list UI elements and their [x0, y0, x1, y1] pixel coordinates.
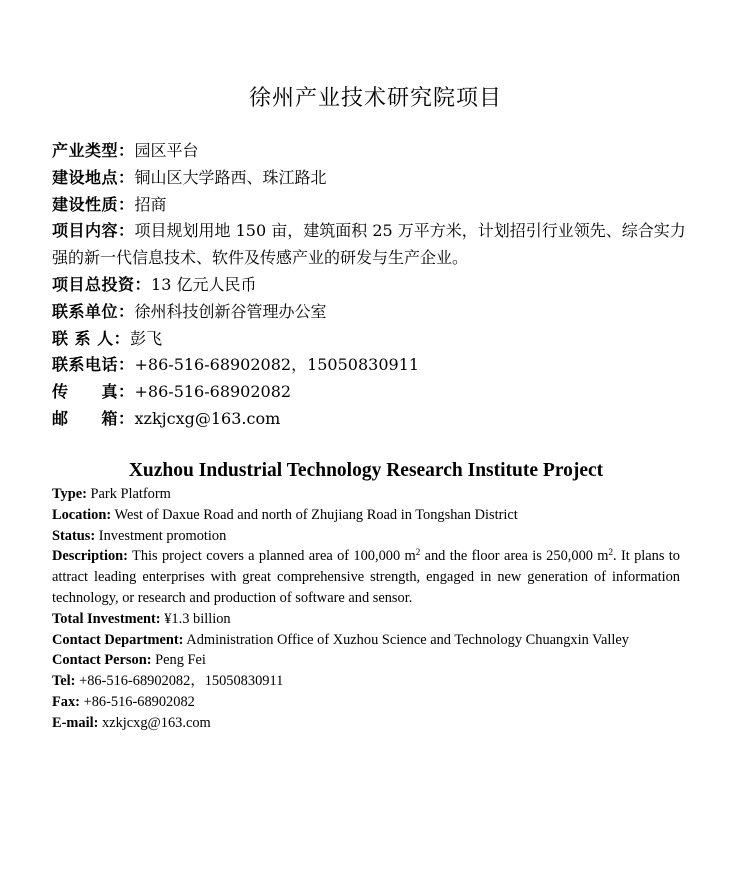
cn-person-label: 联 系 人：	[52, 328, 131, 348]
cn-desc-label: 项目内容：	[52, 221, 135, 241]
en-location-label: Location:	[52, 506, 112, 523]
cn-type-value: 园区平台	[134, 141, 199, 160]
cn-email-row	[52, 406, 692, 433]
en-status-row	[52, 526, 680, 547]
en-investment-label: Total Investment:	[52, 610, 161, 627]
en-desc-sup2: 2	[608, 547, 613, 558]
cn-fax-label: 传 真：	[52, 382, 135, 402]
cn-status-value: 招商	[134, 194, 167, 214]
cn-status-label: 建设性质：	[52, 194, 135, 214]
en-desc-part2: and the floor area is 250,000 m	[420, 548, 609, 565]
cn-dept-label: 联系单位：	[52, 301, 135, 321]
en-tel-label: Tel:	[52, 673, 76, 690]
en-project-details	[52, 484, 680, 734]
cn-type-row	[52, 138, 692, 165]
cn-desc-row	[52, 218, 692, 272]
cn-investment-row	[52, 272, 692, 299]
en-person-label: Contact Person:	[52, 652, 152, 669]
cn-location-row	[52, 165, 692, 192]
en-type-value: Park Platform	[90, 486, 171, 502]
en-location-row	[52, 505, 680, 526]
en-investment-value: ¥1.3 billion	[164, 610, 231, 627]
en-person-row	[52, 650, 680, 671]
cn-person-value: 彭飞	[130, 328, 163, 348]
en-email-label: E-mail:	[52, 714, 99, 731]
cn-dept-row	[52, 299, 692, 326]
cn-tel-label: 联系电话：	[52, 355, 135, 375]
en-email-value: xzkjcxg@163.com	[101, 714, 211, 731]
en-email-row	[52, 713, 680, 734]
cn-email-label: 邮 箱：	[52, 408, 135, 428]
cn-fax-value: +86-516-68902082	[134, 382, 292, 402]
en-dept-row	[52, 630, 680, 651]
en-type-label: Type:	[52, 486, 87, 502]
en-type-row	[52, 484, 680, 505]
en-status-label: Status:	[52, 527, 96, 544]
cn-email-value: xzkjcxg@163.com	[134, 408, 281, 428]
en-desc-row	[52, 546, 680, 608]
en-desc-label: Description:	[52, 548, 128, 565]
cn-location-label: 建设地点：	[52, 167, 135, 187]
en-tel-row	[52, 671, 680, 692]
cn-tel-value: +86-516-68902082，15050830911	[134, 355, 420, 375]
cn-desc-value: 项目规划用地 150 亩，建筑面积 25 万平方米，计划招引行业领先、综合实力强的新一代信息技术、软件及传感产业的研发与生产企业。	[52, 221, 686, 268]
en-location-value: West of Daxue Road and north of Zhujiang Road in Tongshan District	[114, 506, 518, 523]
cn-dept-value: 徐州科技创新谷管理办公室	[134, 301, 327, 321]
en-dept-label: Contact Department:	[52, 631, 184, 648]
en-fax-value: +86-516-68902082	[83, 693, 195, 710]
en-desc-sup1: 2	[415, 547, 421, 558]
cn-person-row	[52, 326, 692, 353]
cn-tel-row	[52, 352, 692, 379]
en-dept-value: Administration Office of Xuzhou Science and Technology Chuangxin Valley	[186, 631, 629, 648]
cn-type-label: 产业类型：	[52, 141, 135, 160]
cn-investment-value: 13 亿元人民币	[151, 274, 257, 294]
cn-status-row	[52, 192, 692, 219]
en-fax-row	[52, 692, 680, 713]
cn-project-title: 徐州产业技术研究院项目	[248, 86, 502, 111]
en-status-value: Investment promotion	[98, 527, 227, 544]
en-fax-label: Fax:	[52, 693, 80, 710]
en-tel-value: +86-516-68902082，15050830911	[79, 673, 284, 690]
en-investment-row	[52, 609, 680, 630]
cn-fax-row	[52, 379, 692, 406]
cn-project-details	[52, 138, 692, 433]
cn-location-value: 铜山区大学路西、珠江路北	[134, 167, 327, 187]
en-person-value: Peng Fei	[155, 652, 206, 669]
en-desc-part3: . It plans to attract leading enterprises with great comprehensive strength, engaged in new generation of information technology, or research and production of software and sensor.	[52, 548, 680, 606]
en-project-title: Xuzhou Industrial Technology Research Institute Project	[128, 460, 604, 481]
cn-investment-label: 项目总投资：	[52, 274, 152, 294]
en-desc-part1: This project covers a planned area of 100,000 m	[132, 548, 416, 565]
